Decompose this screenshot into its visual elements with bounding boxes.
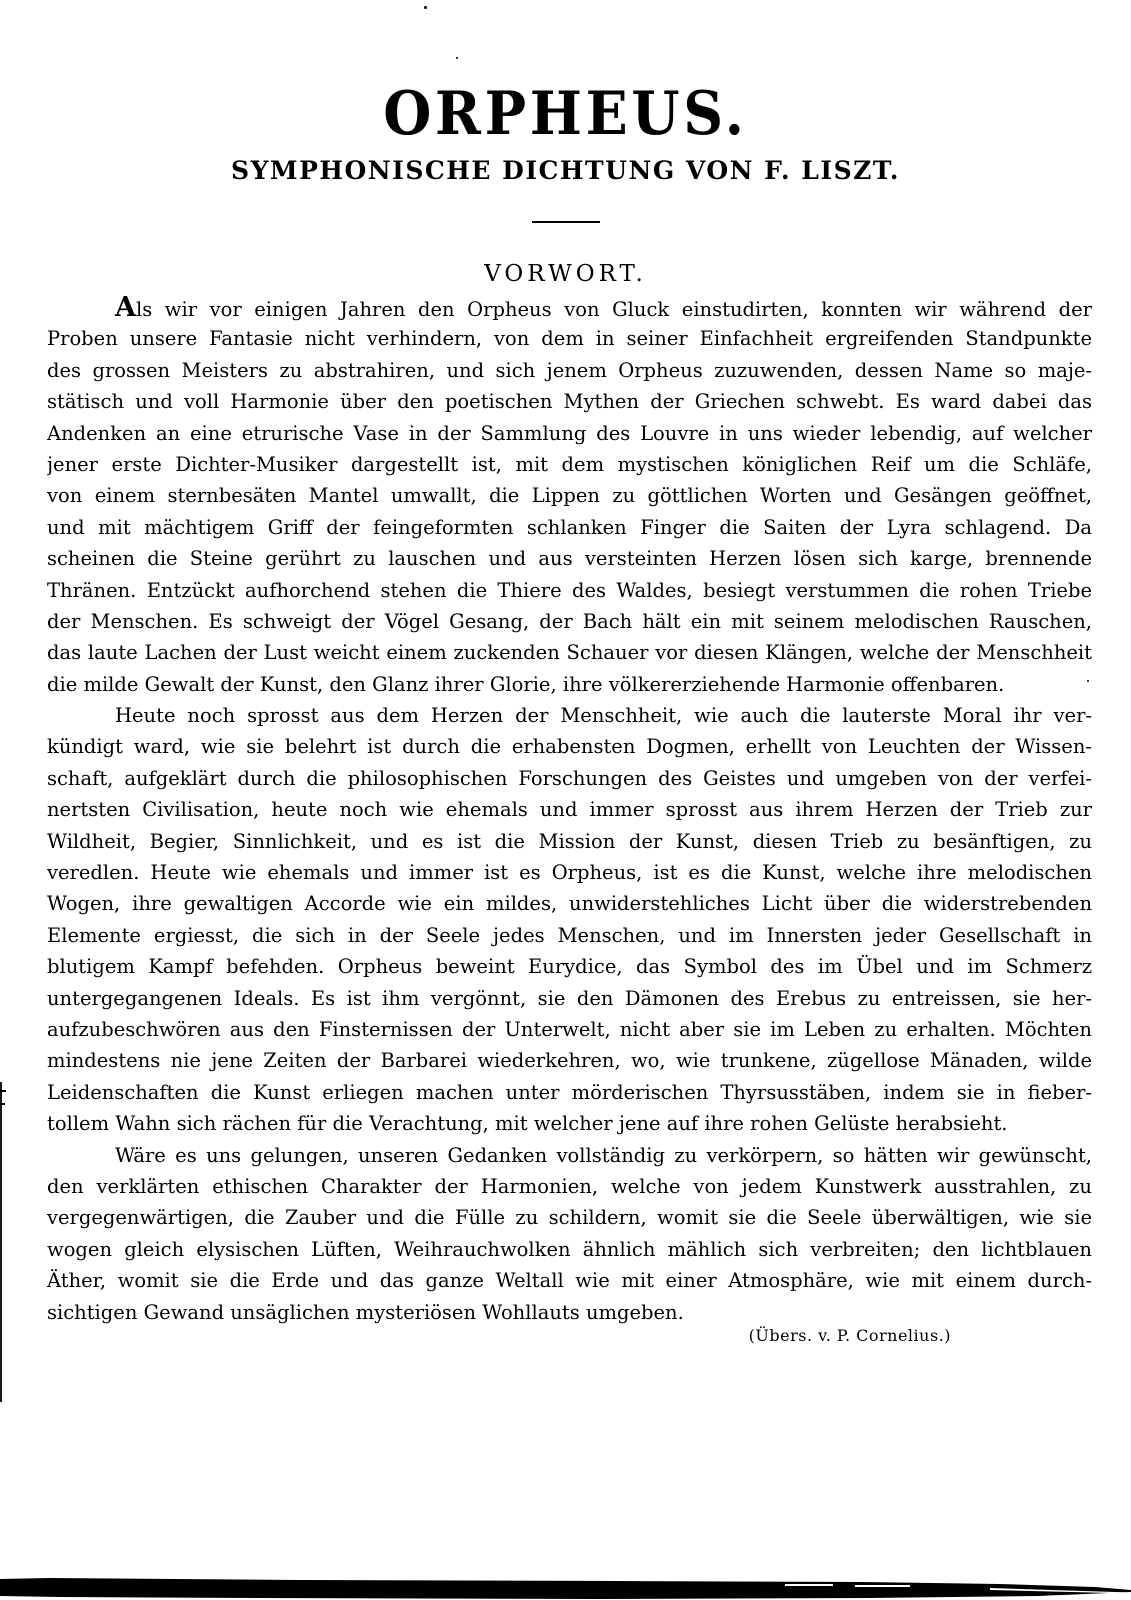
scan-speck-icon bbox=[424, 6, 427, 9]
text-line: jener erste Dichter-Musiker dargestellt ist, mit dem mystischen königlichen Reif um die Schläfe, bbox=[47, 452, 1092, 476]
text-line: Als wir vor einigen Jahren den Orpheus von Gluck einstudirten, konnten wir während der bbox=[115, 292, 1092, 323]
scan-speck-icon bbox=[1087, 680, 1089, 682]
text-line: die milde Gewalt der Kunst, den Glanz ihrer Glorie, ihre völkererziehende Harmonie offenbaren. bbox=[47, 672, 1005, 696]
text-line: Andenken an eine etrurische Vase in der Sammlung des Louvre in uns wieder lebendig, auf welcher bbox=[47, 421, 1092, 445]
text-line: stätisch und voll Harmonie über den poetischen Mythen der Griechen schwebt. Es ward dabei das bbox=[47, 390, 1092, 414]
text-line: Äther, womit sie die Erde und das ganze Weltall wie mit einer Atmosphäre, wie mit einem durch- bbox=[47, 1269, 1092, 1293]
text-line: vergegenwärtigen, die Zauber und die Fülle zu schildern, womit sie die Seele überwältigen, wie sie bbox=[47, 1206, 1092, 1230]
text-line: Thränen. Entzückt aufhorchend stehen die Thiere des Waldes, besiegt verstummen die rohen Triebe bbox=[47, 578, 1092, 602]
text-line: Leidenschaften die Kunst erliegen machen unter mörderischen Thyrsusstäben, indem sie in fieber- bbox=[47, 1080, 1092, 1104]
scan-smudge-bar bbox=[0, 1576, 1131, 1600]
divider-rule bbox=[532, 221, 600, 223]
text-line: nertsten Civilisation, heute noch wie ehemals und immer sprosst aus ihrem Herzen der Trieb zur bbox=[47, 798, 1092, 822]
paragraph bbox=[47, 700, 1092, 1139]
text-line: untergegangenen Ideals. Es ist ihm vergönnt, sie den Dämonen des Erebus zu entreissen, sie her- bbox=[47, 986, 1092, 1010]
text-line: tollem Wahn sich rächen für die Verachtung, mit welcher jene auf ihre rohen Gelüste herabsieht. bbox=[47, 1112, 1008, 1136]
text-line: Elemente ergiesst, die sich in der Seele jedes Menschen, und im Innersten jeder Gesellschaft in bbox=[47, 923, 1092, 947]
text-line: das laute Lachen der Lust weicht einem zuckenden Schauer vor diesen Klängen, welche der Menschheit bbox=[47, 641, 1092, 665]
paragraph bbox=[47, 292, 1092, 700]
work-subtitle: SYMPHONISCHE DICHTUNG VON F. LISZT. bbox=[231, 156, 900, 185]
text-line: scheinen die Steine gerührt zu lauschen und aus versteinten Herzen lösen sich karge, brennende bbox=[47, 547, 1092, 571]
scan-edge-tick bbox=[0, 1090, 6, 1092]
text-line: mindestens nie jene Zeiten der Barbarei wiederkehren, wo, wie trunkene, zügellose Mänaden, wilde bbox=[47, 1049, 1092, 1073]
text-line: blutigem Kampf befehden. Orpheus beweint Eurydice, das Symbol des im Übel und im Schmerz bbox=[47, 955, 1092, 979]
text-line: veredlen. Heute wie ehemals und immer ist es Orpheus, ist es die Kunst, welche ihre melodischen bbox=[47, 861, 1092, 885]
text-line: Wogen, ihre gewaltigen Accorde wie ein mildes, unwiderstehliches Licht über die widerstrebenden bbox=[47, 892, 1092, 916]
scan-edge-tick bbox=[0, 1103, 5, 1105]
work-title: ORPHEUS. bbox=[383, 79, 748, 149]
translator-credit: (Übers. v. P. Cornelius.) bbox=[748, 1326, 951, 1345]
text-line: Wäre es uns gelungen, unseren Gedanken vollständig zu verkörpern, so hätten wir gewünscht, bbox=[115, 1143, 1092, 1167]
text-line: kündigt ward, wie sie belehrt ist durch die erhabensten Dogmen, erhellt von Leuchten der Wissen- bbox=[47, 735, 1092, 759]
text-line: Heute noch sprosst aus dem Herzen der Menschheit, wie auch die lauterste Moral ihr ver- bbox=[115, 704, 1092, 728]
text-line: der Menschen. Es schweigt der Vögel Gesang, der Bach hält ein mit seinem melodischen Rauschen, bbox=[47, 609, 1092, 633]
text-line: und mit mächtigem Griff der feingeformten schlanken Finger die Saiten der Lyra schlagend. Da bbox=[47, 515, 1092, 539]
scan-edge-streak bbox=[0, 1082, 2, 1402]
text-line: Proben unsere Fantasie nicht verhindern, von dem in seiner Einfachheit ergreifenden Standpunkte bbox=[47, 327, 1092, 351]
text-line: aufzubeschwören aus den Finsternissen der Unterwelt, nicht aber sie im Leben zu erhalten. Möchten bbox=[47, 1017, 1092, 1041]
scan-speck-icon bbox=[456, 57, 458, 59]
text-line: sichtigen Gewand unsäglichen mysteriösen Wohllauts umgeben. bbox=[47, 1300, 684, 1324]
section-heading-vorwort: VORWORT. bbox=[484, 261, 647, 287]
text-line: schaft, aufgeklärt durch die philosophischen Forschungen des Geistes und umgeben von der verfei- bbox=[47, 766, 1092, 790]
page-header bbox=[0, 79, 1131, 287]
text-line: den verklärten ethischen Charakter der Harmonien, welche von jedem Kunstwerk ausstrahlen, zu bbox=[47, 1174, 1092, 1198]
paragraph bbox=[47, 1140, 1092, 1328]
text-line: des grossen Meisters zu abstrahiren, und sich jenem Orpheus zuzuwenden, dessen Name so maje- bbox=[47, 358, 1092, 382]
text-line: wogen gleich elysischen Lüften, Weihrauchwolken ähnlich mählich sich verbreiten; den lichtblauen bbox=[47, 1237, 1092, 1261]
text-line: von einem sternbesäten Mantel umwallt, die Lippen zu göttlichen Worten und Gesängen geöffnet, bbox=[47, 484, 1092, 508]
preface-text bbox=[47, 292, 1092, 1328]
text-line: Wildheit, Begier, Sinnlichkeit, und es ist die Mission der Kunst, diesen Trieb zu besänftigen, zu bbox=[47, 829, 1092, 853]
